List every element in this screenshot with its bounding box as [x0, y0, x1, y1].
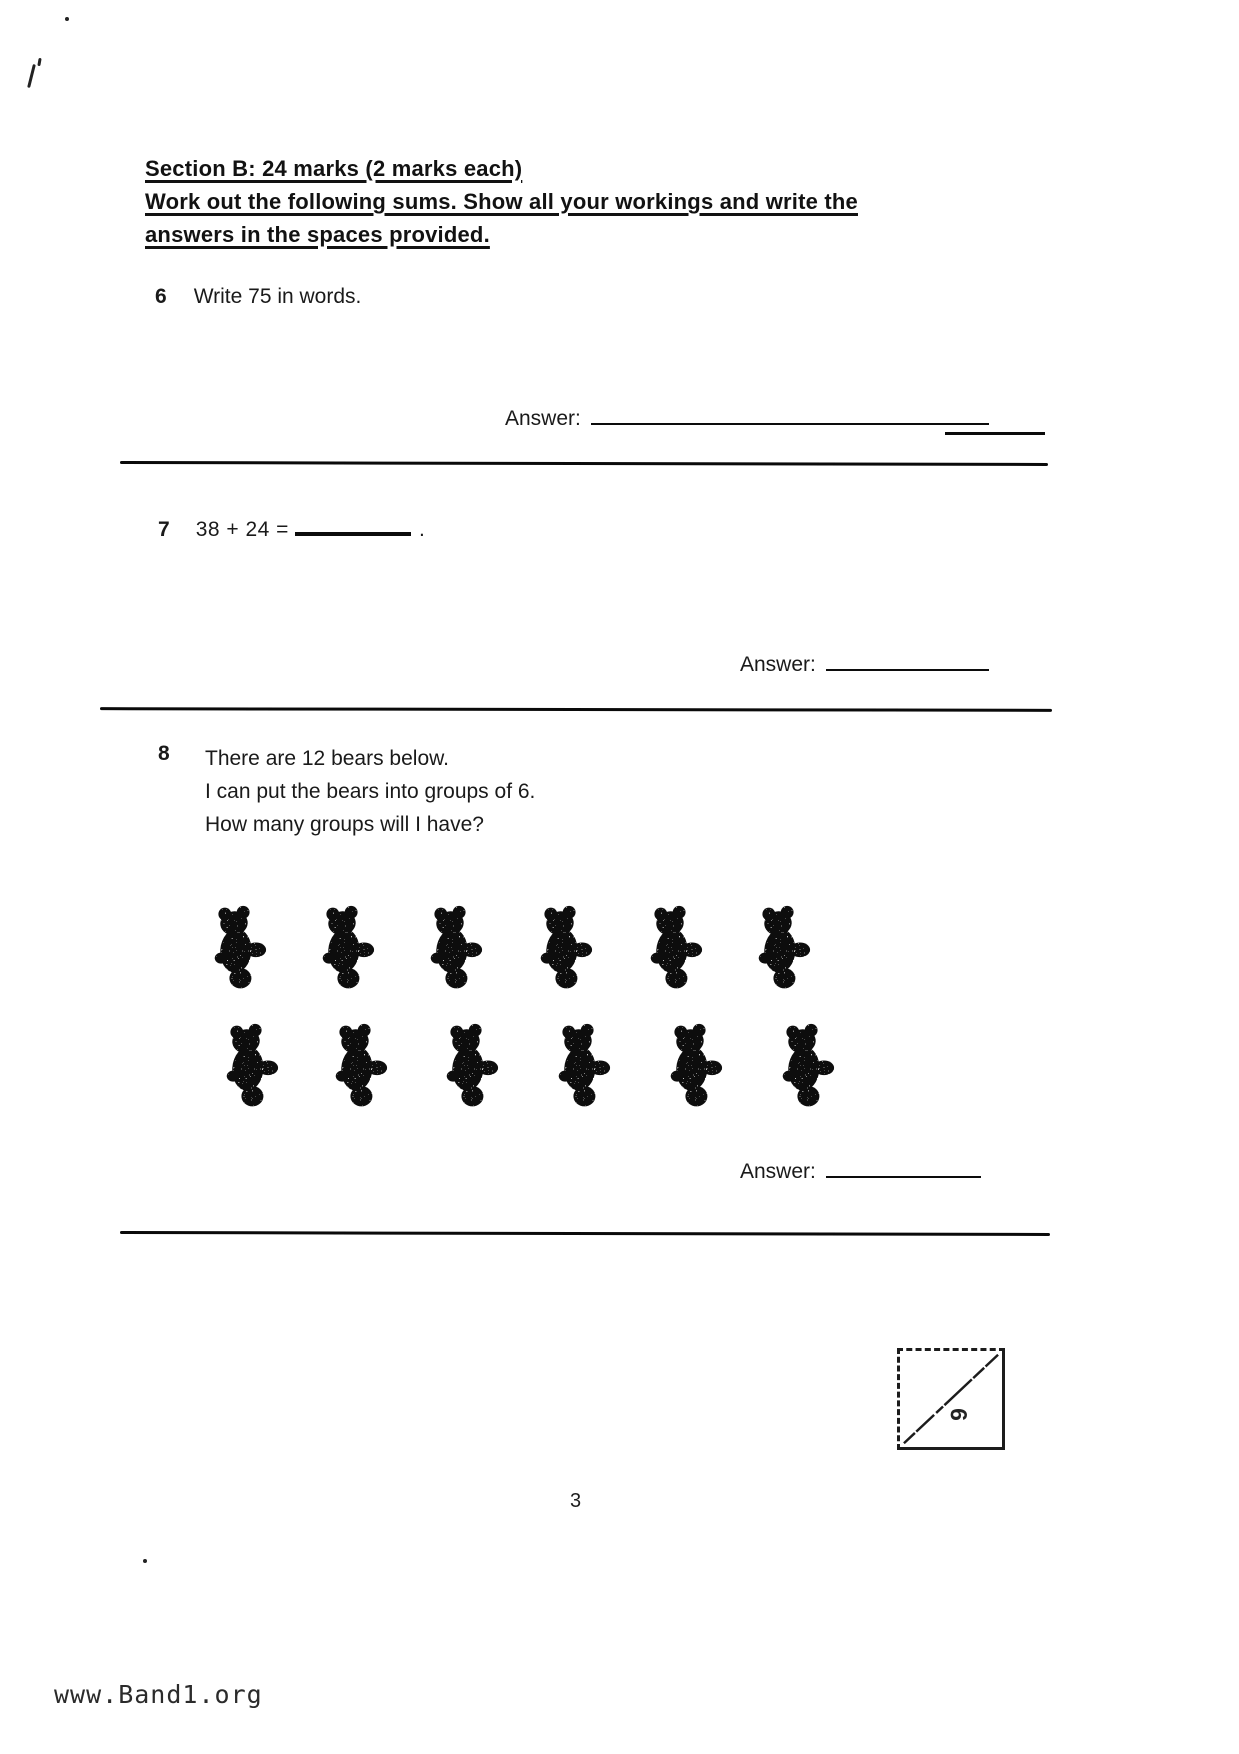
answer-blank-q6 — [591, 402, 989, 425]
question-7-expression: 38 + 24 = — [195, 518, 289, 541]
answer-label-q6: Answer: — [505, 407, 581, 430]
question-8-text — [205, 742, 535, 841]
teddy-bear-icon — [224, 1020, 279, 1112]
section-heading-line3: answers in the spaces provided. — [145, 222, 490, 247]
answer-label-q8: Answer: — [740, 1160, 816, 1183]
answer-row-q7 — [740, 648, 989, 677]
scan-artifact-dot — [143, 1559, 147, 1563]
question-6 — [155, 285, 361, 309]
question-7 — [158, 512, 425, 542]
question-8-line2: I can put the bears into groups of 6. — [205, 780, 536, 803]
question-8 — [158, 742, 170, 766]
scan-artifact-slash — [37, 58, 41, 66]
teddy-bear-icon — [444, 1020, 499, 1112]
section-divider — [120, 461, 1048, 466]
answer-row-q6 — [505, 402, 989, 431]
teddy-bear-icon — [780, 1020, 835, 1112]
teddy-bear-icon — [333, 1020, 388, 1112]
question-6-text: Write 75 in words. — [193, 285, 362, 308]
bear-row-2 — [0, 1020, 1239, 1114]
section-heading-line2: Work out the following sums. Show all your workings and write the — [145, 189, 858, 214]
scan-artifact-dot — [65, 17, 69, 21]
question-7-suffix: . — [418, 518, 425, 541]
marks-value: 6 — [945, 1407, 973, 1422]
answer-blank-q7 — [826, 648, 989, 671]
answer-blank-q8 — [826, 1155, 981, 1178]
scan-artifact-slash — [27, 64, 36, 88]
teddy-bear-icon — [756, 902, 811, 994]
section-heading — [145, 152, 975, 251]
teddy-bear-icon — [428, 902, 483, 994]
teddy-bear-icon — [668, 1020, 723, 1112]
section-heading-line1: Section B: 24 marks (2 marks each) — [145, 156, 523, 181]
marks-box-diagonal-line — [900, 1351, 1002, 1447]
teddy-bear-icon — [320, 902, 375, 994]
teddy-bear-icon — [212, 902, 267, 994]
section-divider — [100, 707, 1052, 712]
question-6-number: 6 — [155, 285, 167, 308]
teddy-bear-icon — [538, 902, 593, 994]
footer-site-url: www.Band1.org — [54, 1680, 263, 1709]
question-7-number: 7 — [158, 518, 170, 541]
question-8-line1: There are 12 bears below. — [205, 747, 449, 770]
question-8-number: 8 — [158, 742, 170, 765]
scan-artifact-line — [945, 404, 1045, 435]
teddy-bear-icon — [556, 1020, 611, 1112]
answer-row-q8 — [740, 1155, 981, 1184]
question-8-line3: How many groups will I have? — [205, 813, 484, 836]
bear-row-1 — [0, 902, 1239, 996]
teddy-bear-icon — [648, 902, 703, 994]
section-divider — [120, 1231, 1050, 1236]
page-number: 3 — [570, 1490, 582, 1512]
marks-box — [897, 1348, 1005, 1450]
answer-blank-inline-q7 — [295, 512, 411, 536]
answer-label-q7: Answer: — [740, 653, 816, 676]
